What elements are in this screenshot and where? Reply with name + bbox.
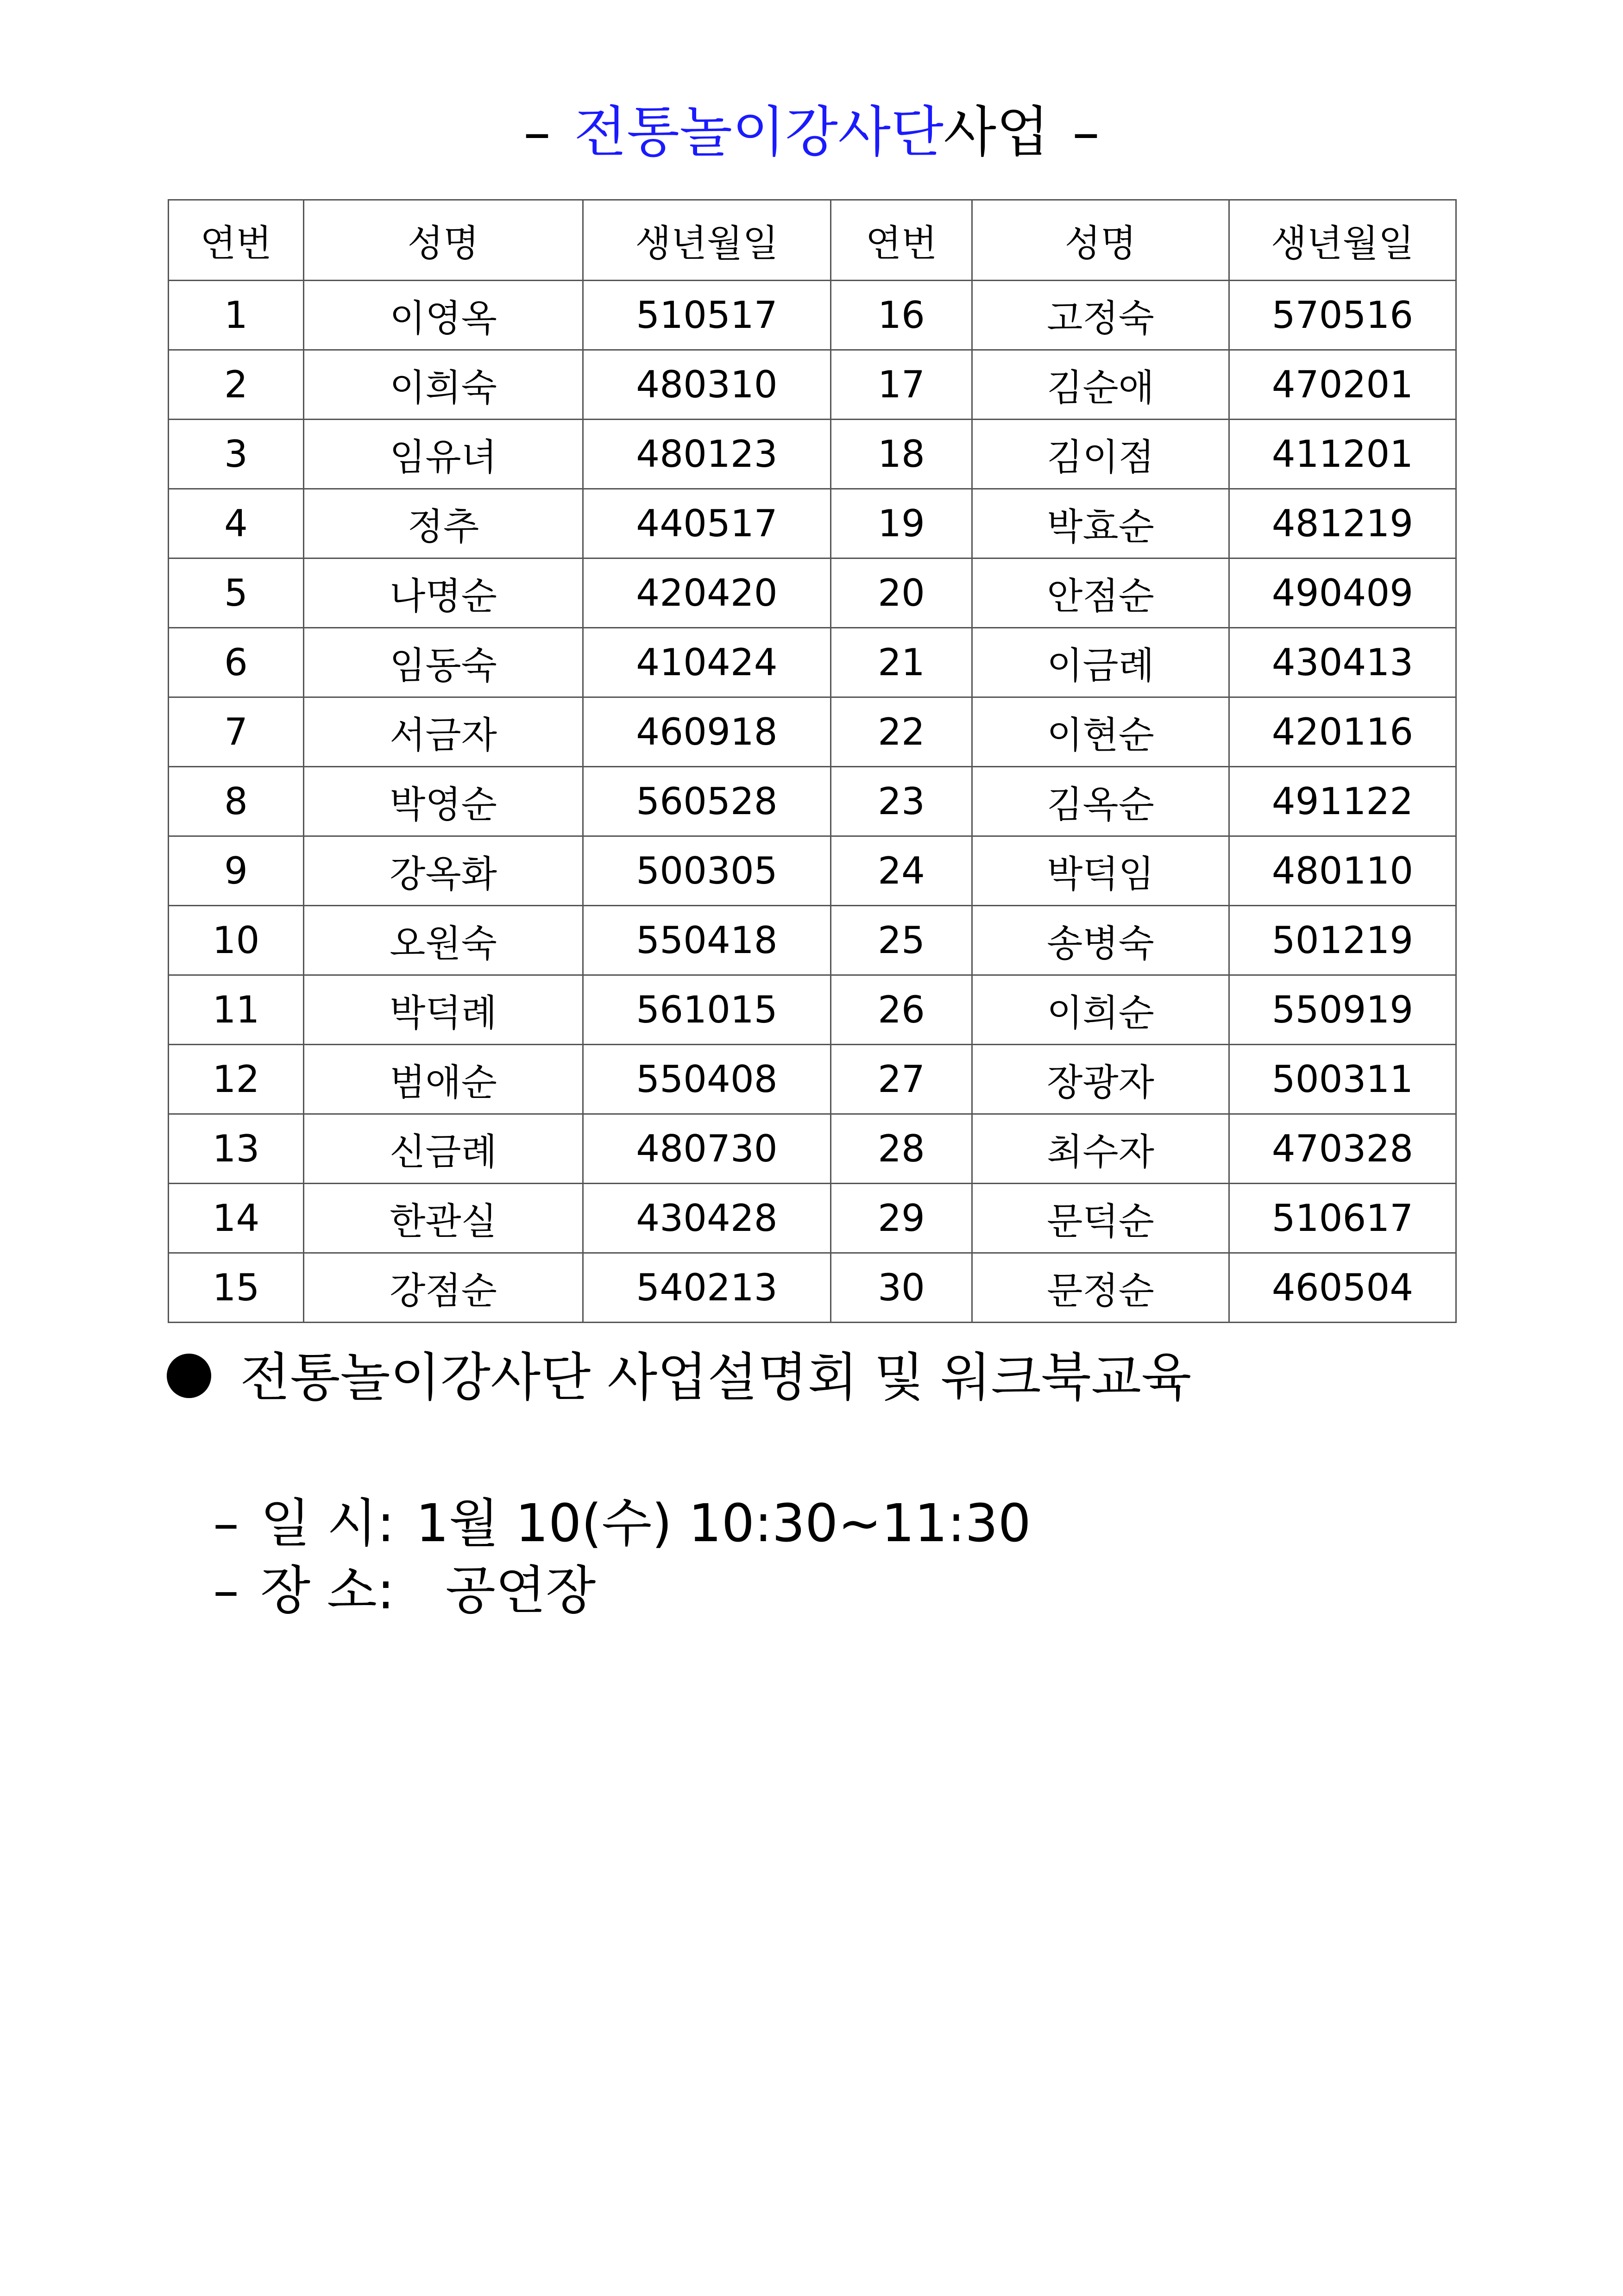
cell-number: 12: [169, 1045, 304, 1114]
cell-name: 한관실: [304, 1184, 583, 1253]
cell-name: 박효순: [972, 489, 1229, 558]
cell-name: 문정순: [972, 1253, 1229, 1323]
cell-birthdate: 460918: [583, 697, 831, 767]
header-name: 성명: [972, 200, 1229, 281]
cell-birthdate: 510517: [583, 281, 831, 350]
cell-number: 23: [831, 767, 972, 836]
header-birthdate: 생년월일: [583, 200, 831, 281]
cell-number: 9: [169, 836, 304, 906]
cell-number: 4: [169, 489, 304, 558]
roster-table: [168, 199, 1457, 1323]
table-row: [169, 628, 1456, 697]
cell-name: 김이점: [972, 420, 1229, 489]
notice-heading-text: 전통놀이강사단 사업설명회 및 워크북교육: [240, 1348, 1192, 1408]
cell-birthdate: 470201: [1229, 350, 1456, 420]
table-row: [169, 350, 1456, 420]
table-row: [169, 1253, 1456, 1323]
cell-number: 11: [169, 975, 304, 1045]
cell-name: 이현순: [972, 697, 1229, 767]
cell-birthdate: 420116: [1229, 697, 1456, 767]
cell-number: 24: [831, 836, 972, 906]
cell-name: 송병숙: [972, 906, 1229, 975]
notice-heading: [167, 1343, 1191, 1412]
table-row: [169, 489, 1456, 558]
cell-number: 20: [831, 558, 972, 628]
header-number: 연번: [169, 200, 304, 281]
cell-birthdate: 480123: [583, 420, 831, 489]
cell-name: 최수자: [972, 1114, 1229, 1184]
cell-birthdate: 550408: [583, 1045, 831, 1114]
cell-name: 이금례: [972, 628, 1229, 697]
cell-name: 김순애: [972, 350, 1229, 420]
title-highlight: 전통놀이강사단: [574, 100, 944, 164]
page-title: [0, 95, 1623, 169]
cell-number: 21: [831, 628, 972, 697]
cell-name: 범애순: [304, 1045, 583, 1114]
header-name: 성명: [304, 200, 583, 281]
cell-birthdate: 490409: [1229, 558, 1456, 628]
date-value: 1월 10(수) 10:30~11:30: [415, 1493, 1031, 1554]
table-header-row: [169, 200, 1456, 281]
header-number: 연번: [831, 200, 972, 281]
cell-name: 임동숙: [304, 628, 583, 697]
cell-name: 김옥순: [972, 767, 1229, 836]
date-dash: –: [213, 1493, 239, 1554]
title-dash-right: –: [1072, 100, 1100, 164]
cell-birthdate: 430413: [1229, 628, 1456, 697]
cell-number: 13: [169, 1114, 304, 1184]
place-label: 장 소:: [260, 1561, 395, 1621]
cell-birthdate: 491122: [1229, 767, 1456, 836]
cell-number: 14: [169, 1184, 304, 1253]
table-row: [169, 1045, 1456, 1114]
date-label: 일 시:: [260, 1493, 395, 1554]
title-dash-left: –: [523, 100, 551, 164]
cell-name: 강점순: [304, 1253, 583, 1323]
cell-number: 22: [831, 697, 972, 767]
table-row: [169, 697, 1456, 767]
place-value: 공연장: [445, 1561, 596, 1621]
cell-birthdate: 570516: [1229, 281, 1456, 350]
cell-birthdate: 500305: [583, 836, 831, 906]
cell-birthdate: 540213: [583, 1253, 831, 1323]
cell-birthdate: 411201: [1229, 420, 1456, 489]
place-dash: –: [213, 1561, 239, 1621]
cell-birthdate: 420420: [583, 558, 831, 628]
cell-number: 2: [169, 350, 304, 420]
cell-number: 1: [169, 281, 304, 350]
table-row: [169, 558, 1456, 628]
cell-name: 정추: [304, 489, 583, 558]
table-body: [169, 281, 1456, 1323]
table-row: [169, 836, 1456, 906]
date-line: [213, 1489, 1031, 1558]
cell-birthdate: 440517: [583, 489, 831, 558]
cell-birthdate: 480110: [1229, 836, 1456, 906]
cell-birthdate: 510617: [1229, 1184, 1456, 1253]
title-rest: 사업: [943, 100, 1049, 164]
cell-number: 30: [831, 1253, 972, 1323]
cell-name: 박덕례: [304, 975, 583, 1045]
cell-number: 15: [169, 1253, 304, 1323]
cell-number: 18: [831, 420, 972, 489]
cell-birthdate: 410424: [583, 628, 831, 697]
table-row: [169, 906, 1456, 975]
table-row: [169, 420, 1456, 489]
cell-birthdate: 480310: [583, 350, 831, 420]
cell-name: 고정숙: [972, 281, 1229, 350]
cell-name: 임유녀: [304, 420, 583, 489]
table-row: [169, 281, 1456, 350]
cell-number: 19: [831, 489, 972, 558]
cell-name: 이희숙: [304, 350, 583, 420]
cell-number: 17: [831, 350, 972, 420]
bullet-icon: [167, 1354, 211, 1398]
cell-number: 6: [169, 628, 304, 697]
cell-birthdate: 481219: [1229, 489, 1456, 558]
cell-birthdate: 480730: [583, 1114, 831, 1184]
cell-number: 28: [831, 1114, 972, 1184]
cell-birthdate: 460504: [1229, 1253, 1456, 1323]
cell-birthdate: 561015: [583, 975, 831, 1045]
cell-number: 26: [831, 975, 972, 1045]
cell-birthdate: 550418: [583, 906, 831, 975]
cell-name: 박덕임: [972, 836, 1229, 906]
cell-name: 나명순: [304, 558, 583, 628]
place-line: [213, 1556, 596, 1625]
cell-name: 문덕순: [972, 1184, 1229, 1253]
cell-name: 신금례: [304, 1114, 583, 1184]
table-row: [169, 1114, 1456, 1184]
cell-number: 3: [169, 420, 304, 489]
cell-name: 강옥화: [304, 836, 583, 906]
cell-name: 이희순: [972, 975, 1229, 1045]
cell-number: 29: [831, 1184, 972, 1253]
cell-number: 27: [831, 1045, 972, 1114]
table-row: [169, 767, 1456, 836]
table-row: [169, 975, 1456, 1045]
cell-number: 7: [169, 697, 304, 767]
header-birthdate: 생년월일: [1229, 200, 1456, 281]
cell-number: 8: [169, 767, 304, 836]
cell-birthdate: 501219: [1229, 906, 1456, 975]
cell-number: 25: [831, 906, 972, 975]
cell-number: 10: [169, 906, 304, 975]
cell-name: 오원숙: [304, 906, 583, 975]
cell-number: 16: [831, 281, 972, 350]
cell-name: 이영옥: [304, 281, 583, 350]
cell-name: 장광자: [972, 1045, 1229, 1114]
cell-birthdate: 550919: [1229, 975, 1456, 1045]
cell-birthdate: 470328: [1229, 1114, 1456, 1184]
cell-name: 서금자: [304, 697, 583, 767]
table-row: [169, 1184, 1456, 1253]
cell-birthdate: 560528: [583, 767, 831, 836]
cell-number: 5: [169, 558, 304, 628]
cell-birthdate: 500311: [1229, 1045, 1456, 1114]
cell-name: 박영순: [304, 767, 583, 836]
cell-birthdate: 430428: [583, 1184, 831, 1253]
cell-name: 안점순: [972, 558, 1229, 628]
